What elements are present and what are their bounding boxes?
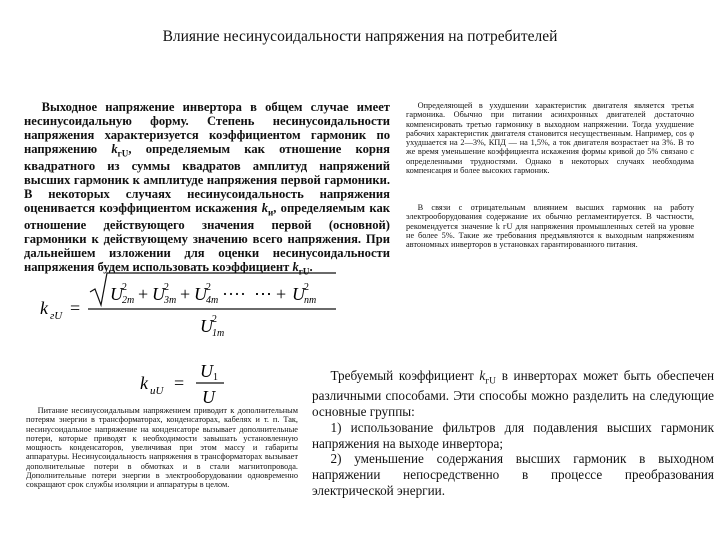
footnote: Питание несинусоидальным напряжением приводит к дополнительным потерям энергии в трансформаторах, конденсаторах, кабелях и т. п. Так, несинусоидальное напряжение на конденсаторе вызывает дополнительные потери, которые приводят к необходимости завышать установленную мощность конденсаторов, увеличивая при этом массу и габариты аппаратуры. Несинусоидальность напряжения в трансформаторах вызывает дополнительные потери в обмотках и в стали магнитопровода. Дополнительные потери энергии в электрооборудовании одновременно сокращают срок службы изоляции и аппаратуры в целом.	[26, 406, 298, 490]
svg-text:2: 2	[206, 282, 211, 293]
svg-text:=: =	[70, 298, 81, 318]
requirements-paragraph	[312, 368, 714, 499]
svg-text:U: U	[200, 361, 213, 381]
svg-text:U: U	[292, 284, 305, 304]
svg-text:1m: 1m	[212, 328, 225, 339]
svg-text:иU: иU	[150, 385, 164, 397]
svg-text:3m: 3m	[164, 295, 177, 306]
requirements-intro: Требуемый коэффициент $k_{гU}$ в инверторах может быть обеспечен различными способами. Эти способы можно разделить на следующие основные группы:	[312, 368, 715, 419]
svg-text:2: 2	[164, 282, 169, 293]
svg-text:+: +	[180, 284, 191, 304]
svg-text:+: +	[138, 284, 149, 304]
svg-text:2: 2	[122, 282, 127, 293]
list-item-reduction: 2) уменьшение содержания высших гармоник в выходном напряжении непосредственно в процессе преобразования электрической энергии.	[312, 451, 714, 499]
harmonic-coefficient-formula	[40, 270, 340, 340]
svg-text:2: 2	[212, 314, 217, 325]
right-paragraph-1: Определяющей в ухудшении характеристик двигателя является третья гармоника. Обычно при питании асинхронных двигателей достаточно компенсировать третью гармонику в выходном напряжении. Тогда ухудшение рабочих характеристик двигателя становится несущественным. Например, cos φ ухудшается на 2—3%, КПД — на 1,5%, а ток двигателя возрастает на 3%. В то же время уменьшение коэффициента искажения формы кривой до 5% связано с определенными трудностями. Однако в некоторых случаях необходима компенсация и более высоких гармоник.	[406, 101, 694, 175]
svg-text:k: k	[40, 298, 48, 318]
svg-text:U: U	[202, 387, 215, 407]
svg-text:U: U	[200, 316, 213, 336]
symbol-k: k	[111, 142, 118, 157]
svg-text:U: U	[110, 284, 123, 304]
svg-text:1: 1	[213, 372, 218, 383]
svg-text:k: k	[140, 373, 148, 393]
svg-text:гU: гU	[50, 310, 63, 322]
symbol-k-required: k	[479, 368, 486, 383]
right-paragraph-2: В связи с отрицательным влиянием высших гармоник на работу электрооборудования содержание их обычно регламентируется. В частности, рекомендуется значение k гU для напряжения промышленных сетей на уровне не более 5%. Такие же требования предъявляются к выходным напряжениям автономных инверторов в установках гарантированного питания.	[406, 203, 694, 250]
main-paragraph: Выходное напряжение инвертора в общем случае имеет несинусоидальную форму. Степень несинусоидальности напряжения характеризуется коэффициентом гармоник по напряжению $k_{гU}$, определяемым как отношение корня квадратного из суммы квадратов амплитуд напряжений высших гармоник к амплитуде напряжения первой гармоники. В некоторых случаях несинусоидальность напряжения оценивается коэффициентом искажения $k_и$, определяемым как отношение действующего значения первой (основной) гармоники к действующему значению всего напряжения. При дальнейшем изложении для оценки несинусоидальности напряжения будем использовать коэффициент $k_{гU}$.	[24, 100, 391, 277]
symbol-k-harmonic: k	[292, 260, 299, 275]
symbol-k-distortion: k	[261, 201, 268, 216]
svg-text:2: 2	[304, 282, 309, 293]
svg-text:⋯: ⋯	[254, 284, 272, 304]
distortion-coefficient-formula	[140, 356, 240, 408]
list-item-filters: 1) использование фильтров для подавления высших гармоник напряжения на выходе инвертора;	[312, 419, 714, 451]
svg-text:U: U	[194, 284, 207, 304]
svg-text:nm: nm	[304, 295, 317, 306]
svg-text:=: =	[174, 373, 185, 393]
svg-text:4m: 4m	[206, 295, 219, 306]
page-title: Влияние несинусоидальности напряжения на потребителей	[162, 28, 558, 45]
svg-text:U: U	[152, 284, 165, 304]
svg-text:····: ····	[222, 284, 246, 304]
svg-text:+: +	[276, 284, 287, 304]
svg-text:2m: 2m	[122, 295, 135, 306]
